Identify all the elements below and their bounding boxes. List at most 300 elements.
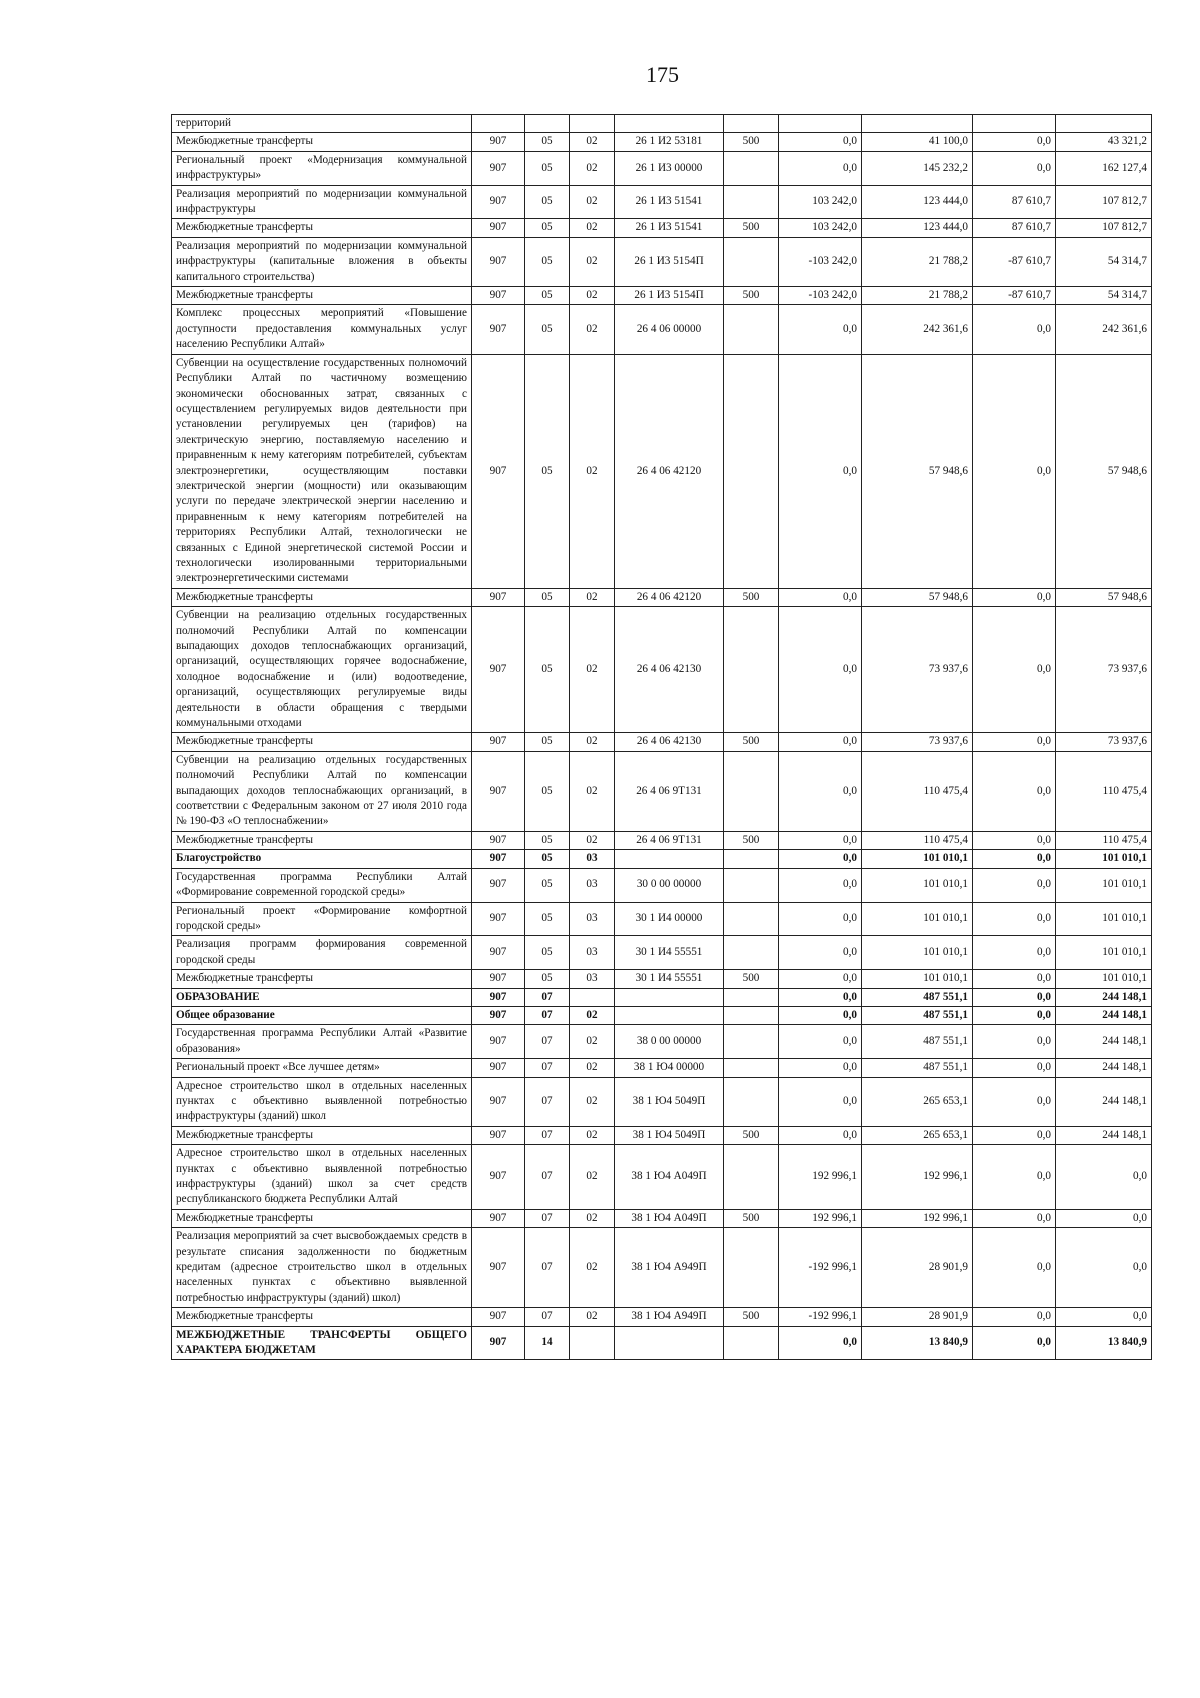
expense-type: [724, 1059, 779, 1077]
amount-1: 0,0: [779, 868, 862, 902]
expense-type: [724, 185, 779, 219]
row-name: Субвенции на осуществление государственных полномочий Республики Алтай по частичному возмещению экономически обоснованных затрат, связанных с осуществлением регулируемых видов деятельности при установлении регулируемых цен (тарифов) на электрическую энергию, поставляемую населению и приравненным к нему категориям потребителей, субъектам электроэнергетики, осуществляющим поставки электрической энергии (мощности) или оказывающим услуги по передаче электрической энергии населению и приравненным к нему категориям потребителей на территориях Республики Алтай, технологически не связанных с Единой энергетической системой России и технологически изолированными территориальными электроэнергетическими системами: [172, 354, 472, 588]
subsection-code: 02: [570, 1126, 615, 1144]
section-code: 07: [525, 1209, 570, 1227]
amount-3: 0,0: [973, 354, 1056, 588]
subsection-code: 02: [570, 287, 615, 305]
target-article: 38 0 00 00000: [615, 1025, 724, 1059]
amount-2: 28 901,9: [862, 1228, 973, 1308]
subsection-code: 02: [570, 237, 615, 286]
admin-code: 907: [472, 902, 525, 936]
table-row: [172, 733, 1152, 751]
row-name: Межбюджетные трансферты: [172, 1126, 472, 1144]
target-article: 26 4 06 42130: [615, 733, 724, 751]
amount-4: 244 148,1: [1056, 1059, 1152, 1077]
admin-code: 907: [472, 1059, 525, 1077]
subsection-code: [570, 115, 615, 133]
row-name: Региональный проект «Формирование комфортной городской среды»: [172, 902, 472, 936]
subsection-code: 02: [570, 1025, 615, 1059]
table-row: [172, 751, 1152, 831]
row-name: Межбюджетные трансферты: [172, 133, 472, 151]
amount-2: 57 948,6: [862, 354, 973, 588]
section-code: 05: [525, 133, 570, 151]
amount-2: 101 010,1: [862, 902, 973, 936]
subsection-code: 02: [570, 1059, 615, 1077]
target-article: 30 1 И4 55551: [615, 936, 724, 970]
amount-1: -192 996,1: [779, 1308, 862, 1326]
section-code: 05: [525, 588, 570, 606]
table-row: [172, 1077, 1152, 1126]
row-name: Субвенции на реализацию отдельных государственных полномочий Республики Алтай по компенсации выпадающих доходов теплоснабжающих организаций, организаций, осуществляющих горячее водоснабжение, холодное водоснабжение и (или) водоотведение, организаций, осуществляющих регулируемые виды деятельности в области обращения с твердыми коммунальными отходами: [172, 607, 472, 733]
expense-type: [724, 936, 779, 970]
amount-2: 101 010,1: [862, 868, 973, 902]
subsection-code: 02: [570, 1006, 615, 1024]
amount-1: 0,0: [779, 1126, 862, 1144]
target-article: [615, 988, 724, 1006]
expense-type: [724, 988, 779, 1006]
amount-2: 487 551,1: [862, 988, 973, 1006]
expense-type: 500: [724, 831, 779, 849]
amount-1: 103 242,0: [779, 185, 862, 219]
row-name: Межбюджетные трансферты: [172, 287, 472, 305]
amount-3: 87 610,7: [973, 219, 1056, 237]
amount-4: 54 314,7: [1056, 237, 1152, 286]
target-article: 26 4 06 42120: [615, 354, 724, 588]
subsection-code: 02: [570, 151, 615, 185]
amount-2: [862, 115, 973, 133]
table-row: [172, 1228, 1152, 1308]
row-name: Реализация мероприятий за счет высвобождаемых средств в результате списания задолженности по бюджетным кредитам (адресное строительство школ в отдельных населенных пунктах с объективно выявленной потребностью инфраструктуры (зданий) школ): [172, 1228, 472, 1308]
expense-type: 500: [724, 1308, 779, 1326]
target-article: 38 1 Ю4 5049П: [615, 1126, 724, 1144]
table-row: [172, 831, 1152, 849]
amount-1: 0,0: [779, 850, 862, 868]
expense-type: [724, 607, 779, 733]
admin-code: 907: [472, 287, 525, 305]
subsection-code: 03: [570, 936, 615, 970]
amount-3: 0,0: [973, 133, 1056, 151]
amount-2: 28 901,9: [862, 1308, 973, 1326]
subsection-code: 02: [570, 1145, 615, 1210]
admin-code: 907: [472, 970, 525, 988]
table-row: [172, 936, 1152, 970]
expense-type: [724, 1006, 779, 1024]
row-name: Адресное строительство школ в отдельных населенных пунктах с объективно выявленной потребностью инфраструктуры (зданий) школ за счет средств республиканского бюджета Республики Алтай: [172, 1145, 472, 1210]
section-code: 07: [525, 988, 570, 1006]
expense-type: 500: [724, 133, 779, 151]
expense-type: 500: [724, 588, 779, 606]
amount-1: 0,0: [779, 751, 862, 831]
amount-3: 87 610,7: [973, 185, 1056, 219]
amount-1: 0,0: [779, 733, 862, 751]
row-name: Межбюджетные трансферты: [172, 1209, 472, 1227]
admin-code: 907: [472, 219, 525, 237]
amount-1: 0,0: [779, 588, 862, 606]
target-article: 30 1 И4 00000: [615, 902, 724, 936]
amount-2: 192 996,1: [862, 1145, 973, 1210]
target-article: [615, 1006, 724, 1024]
row-name: Межбюджетные трансферты: [172, 588, 472, 606]
amount-1: 103 242,0: [779, 219, 862, 237]
target-article: 26 1 И3 5154П: [615, 237, 724, 286]
section-code: 07: [525, 1077, 570, 1126]
amount-2: 110 475,4: [862, 831, 973, 849]
amount-3: 0,0: [973, 1006, 1056, 1024]
section-code: 07: [525, 1228, 570, 1308]
section-code: 05: [525, 354, 570, 588]
target-article: 26 1 И3 5154П: [615, 287, 724, 305]
table-row: [172, 237, 1152, 286]
subsection-code: 02: [570, 1209, 615, 1227]
table-row: [172, 1006, 1152, 1024]
admin-code: 907: [472, 1077, 525, 1126]
target-article: 26 1 И2 53181: [615, 133, 724, 151]
amount-4: 107 812,7: [1056, 185, 1152, 219]
amount-3: 0,0: [973, 902, 1056, 936]
section-code: 05: [525, 151, 570, 185]
admin-code: 907: [472, 1145, 525, 1210]
section-code: 05: [525, 970, 570, 988]
amount-2: 487 551,1: [862, 1025, 973, 1059]
admin-code: 907: [472, 733, 525, 751]
amount-3: 0,0: [973, 1209, 1056, 1227]
table-row: [172, 185, 1152, 219]
amount-1: 0,0: [779, 831, 862, 849]
amount-4: 73 937,6: [1056, 607, 1152, 733]
amount-4: 244 148,1: [1056, 988, 1152, 1006]
amount-1: 0,0: [779, 1025, 862, 1059]
section-code: 07: [525, 1006, 570, 1024]
amount-3: 0,0: [973, 1126, 1056, 1144]
amount-2: 265 653,1: [862, 1126, 973, 1144]
expense-type: [724, 354, 779, 588]
row-name: Региональный проект «Модернизация коммунальной инфраструктуры»: [172, 151, 472, 185]
section-code: 05: [525, 936, 570, 970]
admin-code: 907: [472, 1209, 525, 1227]
row-name: Реализация программ формирования современной городской среды: [172, 936, 472, 970]
target-article: 26 4 06 9Т131: [615, 751, 724, 831]
amount-2: 57 948,6: [862, 588, 973, 606]
row-name: Государственная программа Республики Алтай «Развитие образования»: [172, 1025, 472, 1059]
target-article: [615, 115, 724, 133]
amount-3: 0,0: [973, 936, 1056, 970]
expense-type: [724, 850, 779, 868]
row-name: Благоустройство: [172, 850, 472, 868]
amount-1: 0,0: [779, 1077, 862, 1126]
section-code: 07: [525, 1126, 570, 1144]
row-name: Реализация мероприятий по модернизации коммунальной инфраструктуры: [172, 185, 472, 219]
admin-code: 907: [472, 305, 525, 354]
row-name: Региональный проект «Все лучшее детям»: [172, 1059, 472, 1077]
amount-1: -103 242,0: [779, 237, 862, 286]
amount-2: 123 444,0: [862, 219, 973, 237]
section-code: 07: [525, 1059, 570, 1077]
amount-3: 0,0: [973, 1308, 1056, 1326]
amount-3: 0,0: [973, 970, 1056, 988]
amount-2: 21 788,2: [862, 287, 973, 305]
table-row: [172, 115, 1152, 133]
admin-code: 907: [472, 354, 525, 588]
admin-code: 907: [472, 1006, 525, 1024]
amount-3: -87 610,7: [973, 237, 1056, 286]
expense-type: 500: [724, 733, 779, 751]
amount-3: [973, 115, 1056, 133]
amount-1: 0,0: [779, 607, 862, 733]
admin-code: 907: [472, 1025, 525, 1059]
target-article: 30 0 00 00000: [615, 868, 724, 902]
table-row: [172, 287, 1152, 305]
table-row: [172, 1209, 1152, 1227]
table-row: [172, 588, 1152, 606]
subsection-code: 03: [570, 850, 615, 868]
row-name: Субвенции на реализацию отдельных государственных полномочий Республики Алтай по компенсации выпадающих доходов теплоснабжающих организаций, в соответствии с Федеральным законом от 27 июля 2010 года № 190-ФЗ «О теплоснабжении»: [172, 751, 472, 831]
amount-3: 0,0: [973, 151, 1056, 185]
amount-4: [1056, 115, 1152, 133]
subsection-code: 02: [570, 831, 615, 849]
expense-type: [724, 1228, 779, 1308]
subsection-code: 02: [570, 607, 615, 733]
target-article: [615, 850, 724, 868]
subsection-code: 02: [570, 219, 615, 237]
amount-3: 0,0: [973, 1228, 1056, 1308]
amount-2: 101 010,1: [862, 936, 973, 970]
amount-4: 0,0: [1056, 1228, 1152, 1308]
admin-code: 907: [472, 133, 525, 151]
admin-code: 907: [472, 588, 525, 606]
amount-2: 487 551,1: [862, 1059, 973, 1077]
section-code: 05: [525, 185, 570, 219]
subsection-code: 02: [570, 1228, 615, 1308]
amount-2: 110 475,4: [862, 751, 973, 831]
amount-2: 13 840,9: [862, 1326, 973, 1360]
page-number: 175: [646, 62, 679, 87]
admin-code: 907: [472, 1126, 525, 1144]
amount-3: 0,0: [973, 733, 1056, 751]
target-article: 26 1 И3 51541: [615, 219, 724, 237]
section-code: 05: [525, 219, 570, 237]
table-row: [172, 1025, 1152, 1059]
table-row: [172, 988, 1152, 1006]
target-article: 38 1 Ю4 00000: [615, 1059, 724, 1077]
amount-3: 0,0: [973, 1025, 1056, 1059]
amount-3: 0,0: [973, 1145, 1056, 1210]
admin-code: [472, 115, 525, 133]
section-code: 05: [525, 287, 570, 305]
subsection-code: [570, 988, 615, 1006]
admin-code: 907: [472, 868, 525, 902]
expense-type: [724, 1025, 779, 1059]
expense-type: 500: [724, 1209, 779, 1227]
amount-4: 101 010,1: [1056, 902, 1152, 936]
target-article: 26 1 И3 00000: [615, 151, 724, 185]
amount-4: 110 475,4: [1056, 831, 1152, 849]
row-name: Межбюджетные трансферты: [172, 219, 472, 237]
table-row: [172, 1145, 1152, 1210]
section-code: 05: [525, 607, 570, 733]
expense-type: 500: [724, 1126, 779, 1144]
amount-4: 73 937,6: [1056, 733, 1152, 751]
table-row: [172, 970, 1152, 988]
amount-3: 0,0: [973, 751, 1056, 831]
expense-type: [724, 868, 779, 902]
subsection-code: 02: [570, 751, 615, 831]
section-code: 05: [525, 850, 570, 868]
amount-3: -87 610,7: [973, 287, 1056, 305]
amount-1: 0,0: [779, 305, 862, 354]
expense-type: [724, 751, 779, 831]
subsection-code: 02: [570, 305, 615, 354]
target-article: 26 4 06 00000: [615, 305, 724, 354]
admin-code: 907: [472, 751, 525, 831]
amount-1: 0,0: [779, 988, 862, 1006]
amount-2: 41 100,0: [862, 133, 973, 151]
amount-1: 0,0: [779, 1326, 862, 1360]
target-article: 38 1 Ю4 5049П: [615, 1077, 724, 1126]
subsection-code: 02: [570, 1308, 615, 1326]
expense-type: [724, 1145, 779, 1210]
amount-1: 0,0: [779, 902, 862, 936]
amount-4: 110 475,4: [1056, 751, 1152, 831]
amount-4: 101 010,1: [1056, 850, 1152, 868]
expense-type: [724, 237, 779, 286]
subsection-code: 02: [570, 133, 615, 151]
section-code: 05: [525, 868, 570, 902]
amount-2: 101 010,1: [862, 850, 973, 868]
amount-1: [779, 115, 862, 133]
table-row: [172, 902, 1152, 936]
admin-code: 907: [472, 1326, 525, 1360]
amount-4: 43 321,2: [1056, 133, 1152, 151]
amount-4: 0,0: [1056, 1209, 1152, 1227]
admin-code: 907: [472, 831, 525, 849]
amount-4: 244 148,1: [1056, 1006, 1152, 1024]
row-name: ОБРАЗОВАНИЕ: [172, 988, 472, 1006]
admin-code: 907: [472, 185, 525, 219]
amount-1: 0,0: [779, 1059, 862, 1077]
row-name: Государственная программа Республики Алтай «Формирование современной городской среды»: [172, 868, 472, 902]
row-name: Комплекс процессных мероприятий «Повышение доступности предоставления коммунальных услуг населению Республики Алтай»: [172, 305, 472, 354]
amount-1: 0,0: [779, 936, 862, 970]
section-code: [525, 115, 570, 133]
section-code: 07: [525, 1308, 570, 1326]
admin-code: 907: [472, 151, 525, 185]
amount-3: 0,0: [973, 607, 1056, 733]
amount-4: 13 840,9: [1056, 1326, 1152, 1360]
amount-1: 0,0: [779, 970, 862, 988]
target-article: 26 4 06 42130: [615, 607, 724, 733]
amount-4: 244 148,1: [1056, 1077, 1152, 1126]
section-code: 05: [525, 902, 570, 936]
expense-type: [724, 1326, 779, 1360]
subsection-code: 03: [570, 970, 615, 988]
amount-4: 0,0: [1056, 1145, 1152, 1210]
target-article: 38 1 Ю4 А949П: [615, 1308, 724, 1326]
section-code: 07: [525, 1145, 570, 1210]
expense-type: [724, 902, 779, 936]
amount-4: 57 948,6: [1056, 588, 1152, 606]
section-code: 05: [525, 831, 570, 849]
amount-3: 0,0: [973, 831, 1056, 849]
budget-table-body: [172, 115, 1152, 1360]
amount-4: 244 148,1: [1056, 1025, 1152, 1059]
expense-type: 500: [724, 970, 779, 988]
amount-4: 101 010,1: [1056, 868, 1152, 902]
amount-4: 244 148,1: [1056, 1126, 1152, 1144]
row-name: Межбюджетные трансферты: [172, 970, 472, 988]
subsection-code: 02: [570, 588, 615, 606]
table-row: [172, 219, 1152, 237]
table-row: [172, 354, 1152, 588]
target-article: 38 1 Ю4 А049П: [615, 1145, 724, 1210]
amount-4: 57 948,6: [1056, 354, 1152, 588]
target-article: 38 1 Ю4 А049П: [615, 1209, 724, 1227]
amount-2: 73 937,6: [862, 607, 973, 733]
table-row: [172, 1326, 1152, 1360]
target-article: 26 1 И3 51541: [615, 185, 724, 219]
section-code: 14: [525, 1326, 570, 1360]
amount-1: -103 242,0: [779, 287, 862, 305]
expense-type: [724, 151, 779, 185]
expense-type: 500: [724, 219, 779, 237]
amount-4: 54 314,7: [1056, 287, 1152, 305]
row-name: Межбюджетные трансферты: [172, 831, 472, 849]
admin-code: 907: [472, 1308, 525, 1326]
expense-type: [724, 305, 779, 354]
table-row: [172, 151, 1152, 185]
row-name: территорий: [172, 115, 472, 133]
amount-2: 101 010,1: [862, 970, 973, 988]
amount-1: 192 996,1: [779, 1209, 862, 1227]
row-name: Адресное строительство школ в отдельных населенных пунктах с объективно выявленной потребностью инфраструктуры (зданий) школ: [172, 1077, 472, 1126]
section-code: 05: [525, 237, 570, 286]
admin-code: 907: [472, 988, 525, 1006]
table-row: [172, 868, 1152, 902]
table-row: [172, 1126, 1152, 1144]
amount-3: 0,0: [973, 305, 1056, 354]
subsection-code: 02: [570, 1077, 615, 1126]
subsection-code: 03: [570, 902, 615, 936]
amount-2: 487 551,1: [862, 1006, 973, 1024]
amount-2: 123 444,0: [862, 185, 973, 219]
row-name: Общее образование: [172, 1006, 472, 1024]
amount-3: 0,0: [973, 850, 1056, 868]
amount-3: 0,0: [973, 1059, 1056, 1077]
expense-type: [724, 1077, 779, 1126]
target-article: [615, 1326, 724, 1360]
amount-1: 192 996,1: [779, 1145, 862, 1210]
subsection-code: 03: [570, 868, 615, 902]
amount-2: 192 996,1: [862, 1209, 973, 1227]
amount-4: 101 010,1: [1056, 936, 1152, 970]
budget-table: [171, 114, 1152, 1360]
expense-type: [724, 115, 779, 133]
amount-4: 162 127,4: [1056, 151, 1152, 185]
amount-1: 0,0: [779, 1006, 862, 1024]
table-row: [172, 607, 1152, 733]
admin-code: 907: [472, 1228, 525, 1308]
amount-1: 0,0: [779, 354, 862, 588]
subsection-code: 02: [570, 354, 615, 588]
section-code: 05: [525, 751, 570, 831]
row-name: МЕЖБЮДЖЕТНЫЕ ТРАНСФЕРТЫ ОБЩЕГО ХАРАКТЕРА БЮДЖЕТАМ: [172, 1326, 472, 1360]
amount-3: 0,0: [973, 1077, 1056, 1126]
amount-1: 0,0: [779, 151, 862, 185]
amount-3: 0,0: [973, 1326, 1056, 1360]
table-row: [172, 850, 1152, 868]
amount-1: 0,0: [779, 133, 862, 151]
amount-3: 0,0: [973, 868, 1056, 902]
admin-code: 907: [472, 237, 525, 286]
